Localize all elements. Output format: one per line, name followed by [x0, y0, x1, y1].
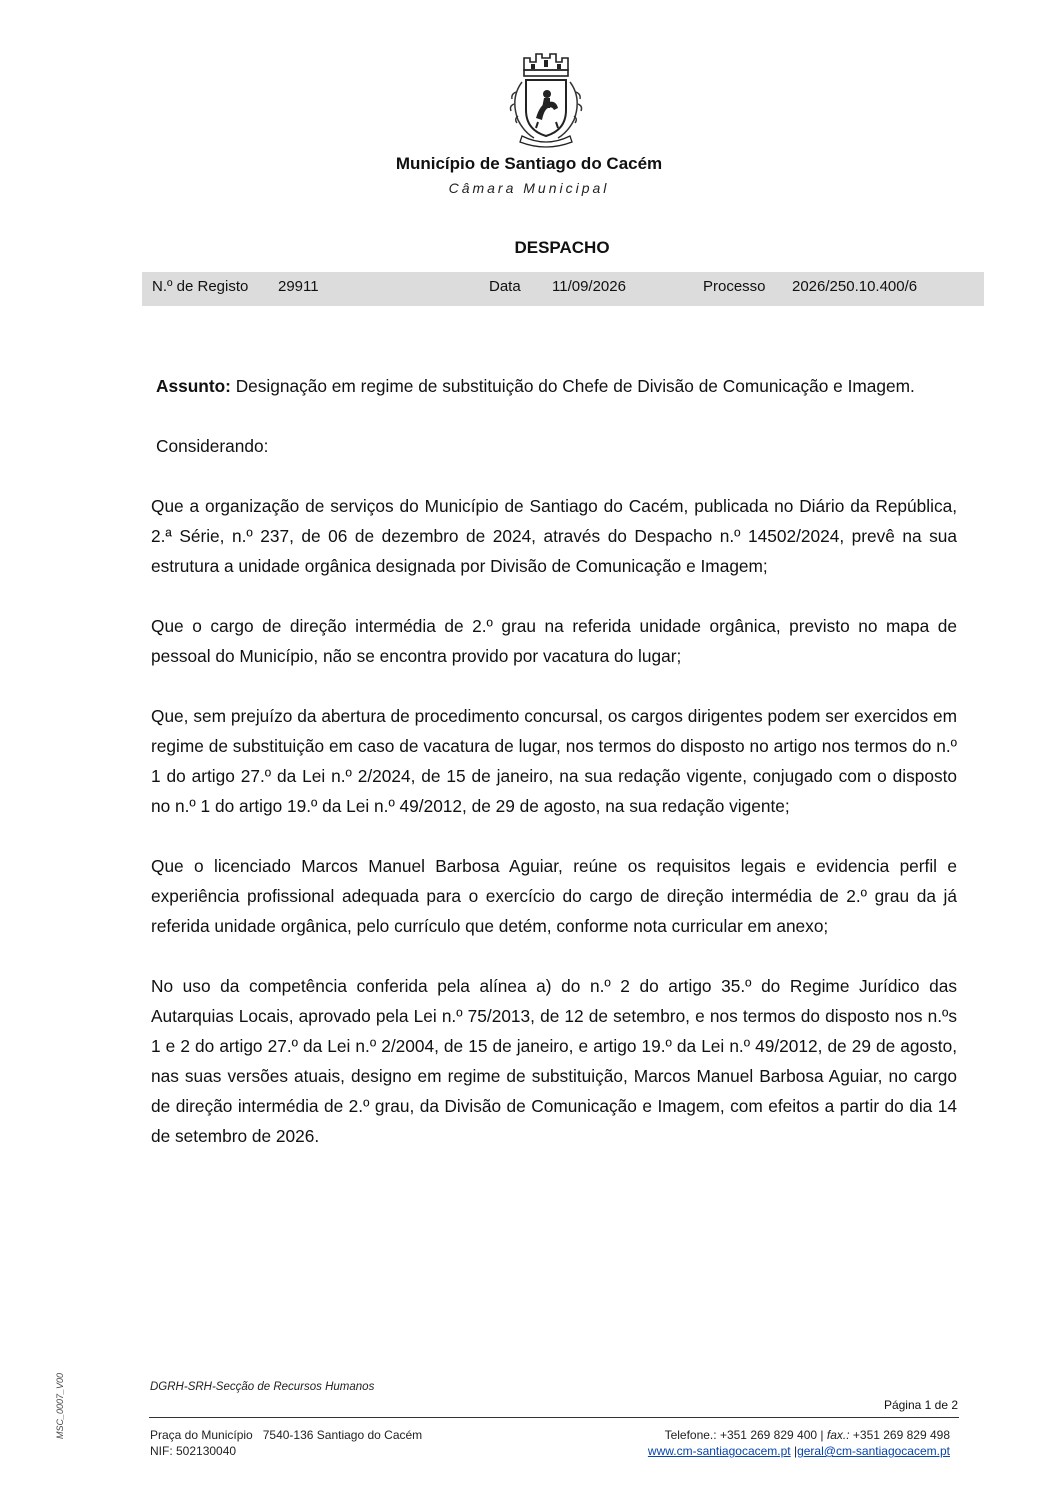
registry-number-label: N.º de Registo: [152, 278, 249, 295]
website-link[interactable]: www.cm-santiagocacem.pt: [647, 1444, 791, 1458]
registry-bar: [142, 272, 984, 306]
process-value: 2026/250.10.400/6: [792, 278, 918, 295]
nif: NIF: 502130040: [150, 1444, 237, 1458]
email-link[interactable]: geral@cm-santiagocacem.pt: [797, 1444, 950, 1458]
body-paragraph-2: Que o cargo de direção intermédia de 2.º grau na referida unidade orgânica, previsto no mapa de pessoal do Município, não se encontra provido por vacatura do lugar;: [151, 616, 957, 666]
subject-label: Assunto:: [156, 376, 231, 396]
date-label: Data: [489, 278, 521, 295]
document-body: [151, 371, 957, 1181]
phone-number: +351 269 829 400: [719, 1428, 818, 1442]
date-value: 11/09/2026: [552, 278, 626, 295]
form-code: MSC_0007_V00: [55, 1372, 65, 1439]
body-paragraph-4: Que o licenciado Marcos Manuel Barbosa Aguiar, reúne os requisitos legais e evidencia perfil e experiência profissional adequada para o exercício do cargo de direção intermédia de 2.º grau da já referida unidade orgânica, pelo currículo que detém, conforme nota curricular em anexo;: [151, 856, 957, 936]
subject-text: Designação em regime de substituição do Chefe de Divisão de Comunicação e Imagem.: [230, 376, 915, 396]
subject-paragraph: [151, 371, 957, 401]
department-name: DGRH-SRH-Secção de Recursos Humanos: [150, 1381, 375, 1393]
registry-number-value: 29911: [278, 278, 319, 295]
footer-contact-block: Telefone.: +351 269 829 400 | fax.: +351 269 829 498 www.cm-santiagocacem.pt |geral@cm-santiagocacem.pt: [647, 1428, 950, 1458]
footer-address-block: [150, 1427, 422, 1459]
body-paragraph-5: No uso da competência conferida pela alínea a) do n.º 2 do artigo 35.º do Regime Jurídico das Autarquias Locais, aprovado pela Lei n.º 75/2013, de 12 de setembro, e nos termos do disposto nos n.ºs 1 e 2 do artigo 27.º da Lei n.º 2/2004, de 15 de janeiro, e artigo 19.º da Lei n.º 49/2012, de 29 de agosto, nas suas versões atuais, designo em regime de substituição, Marcos Manuel Barbosa Aguiar, no cargo de direção intermédia de 2.º grau, da Divisão de Comunicação e Imagem, com efeitos a partir do dia 14 de setembro de 2026.: [151, 976, 957, 1146]
document-type-title: DESPACHO: [514, 238, 610, 257]
municipal-crest-icon: [500, 48, 592, 148]
organization-name: Município de Santiago do Cacém: [395, 154, 663, 173]
body-paragraph-1: Que a organização de serviços do Município de Santiago do Cacém, publicada no Diário da República, 2.ª Série, n.º 237, de 06 de dezembro de 2024, através do Despacho n.º 14502/2024, prevê na sua estrutura a unidade orgânica designada por Divisão de Comunicação e Imagem;: [151, 496, 957, 576]
phone-label: Telefone.:: [664, 1428, 717, 1442]
footer-divider: [149, 1417, 959, 1418]
considering-heading: Considerando:: [156, 436, 269, 456]
organization-subtitle: Câmara Municipal: [448, 180, 610, 196]
process-label: Processo: [703, 278, 766, 295]
fax-label: fax.:: [826, 1428, 850, 1442]
address-square: Praça do Município: [150, 1428, 253, 1442]
body-paragraph-3: Que, sem prejuízo da abertura de procedimento concursal, os cargos dirigentes podem ser exercidos em regime de substituição em caso de vacatura de lugar, nos termos do disposto no artigo nos termos do n.º 1 do artigo 27.º da Lei n.º 2/2024, de 15 de janeiro, na sua redação vigente, conjugado com o disposto no n.º 1 do artigo 19.º da Lei n.º 49/2012, de 29 de agosto, na sua redação vigente;: [151, 706, 957, 816]
address-postal: 7540-136 Santiago do Cacém: [262, 1428, 423, 1442]
fax-number: +351 269 829 498: [852, 1428, 950, 1442]
page-number: Página 1 de 2: [883, 1398, 958, 1412]
